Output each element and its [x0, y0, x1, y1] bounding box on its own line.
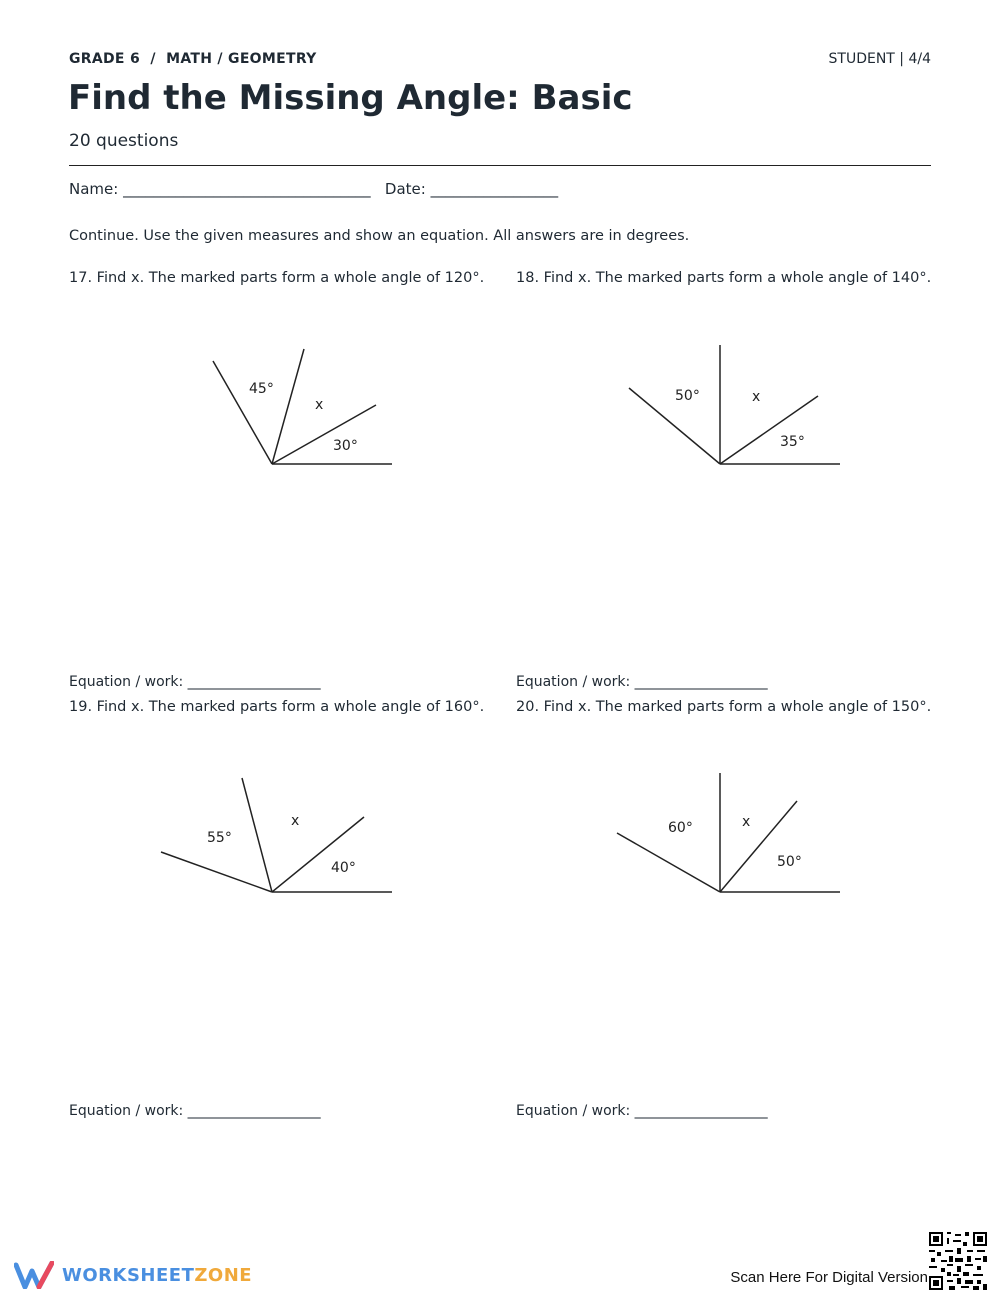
- scan-instruction: Scan Here For Digital Version: [730, 1269, 928, 1286]
- qr-code-icon[interactable]: [929, 1232, 987, 1290]
- breadcrumb: GRADE 6 / MATH / GEOMETRY: [69, 51, 317, 67]
- angle-label: 60°: [668, 820, 693, 836]
- angle-label: 50°: [777, 854, 802, 870]
- question-text: Find x. The marked parts form a whole angle of 120°.: [96, 270, 485, 286]
- angle-label: 45°: [249, 381, 274, 397]
- page-title: Find the Missing Angle: Basic: [68, 78, 633, 118]
- date-label: Date:: [384, 180, 426, 198]
- question-number: 18.: [516, 270, 540, 286]
- question-number: 20.: [516, 699, 540, 715]
- question-number: 19.: [69, 699, 93, 715]
- equation-label: Equation / work:: [69, 674, 184, 690]
- footer-logo[interactable]: [14, 1261, 252, 1289]
- question-text: Find x. The marked parts form a whole angle of 150°.: [543, 699, 932, 715]
- ray: [720, 801, 797, 892]
- question-text: Find x. The marked parts form a whole angle of 140°.: [543, 270, 932, 286]
- instructions: Continue. Use the given measures and show an equation. All answers are in degrees.: [69, 228, 690, 244]
- angle-label-x: x: [315, 397, 324, 413]
- equation-field[interactable]: ___________________: [634, 1103, 768, 1119]
- question-count: 20 questions: [69, 131, 179, 151]
- equation-row-20: [516, 1103, 768, 1119]
- equation-field[interactable]: ___________________: [634, 674, 768, 690]
- question-number: 17.: [69, 270, 93, 286]
- angle-label-x: x: [752, 389, 761, 405]
- equation-label: Equation / work:: [516, 674, 631, 690]
- angle-label: 35°: [780, 434, 805, 450]
- date-field[interactable]: _________________: [430, 180, 559, 198]
- equation-label: Equation / work:: [69, 1103, 184, 1119]
- angle-label: 55°: [207, 830, 232, 846]
- equation-field[interactable]: ___________________: [187, 1103, 321, 1119]
- question-text: Find x. The marked parts form a whole angle of 160°.: [96, 699, 485, 715]
- worksheetzone-logo-icon: [14, 1261, 54, 1289]
- angle-label-x: x: [742, 814, 751, 830]
- name-field[interactable]: _________________________________: [123, 180, 371, 198]
- ray: [617, 833, 720, 892]
- angle-label-x: x: [291, 813, 300, 829]
- page-indicator: STUDENT | 4/4: [828, 51, 931, 67]
- angle-label: 40°: [331, 860, 356, 876]
- name-label: Name:: [69, 180, 119, 198]
- equation-label: Equation / work:: [516, 1103, 631, 1119]
- equation-field[interactable]: ___________________: [187, 674, 321, 690]
- angle-label: 30°: [333, 438, 358, 454]
- brand-name: WORKSHEETZONE: [62, 1264, 253, 1286]
- angle-label: 50°: [675, 388, 700, 404]
